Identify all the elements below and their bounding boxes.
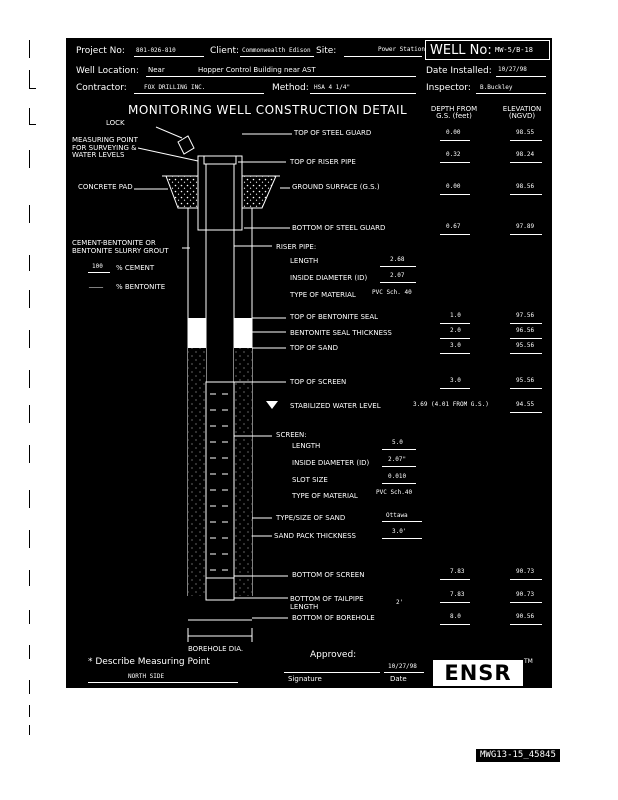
row-elevation: 95.56: [516, 377, 535, 384]
row-label: BOTTOM OF BOREHOLE: [292, 614, 375, 622]
row-elevation: 90.73: [516, 591, 535, 598]
contractor-label: Contractor:: [76, 83, 127, 93]
well-screen: [206, 382, 234, 578]
measuring-point-label: MEASURING POINT FOR SURVEYING & WATER LEVELS: [72, 136, 138, 160]
riser-length-value: 2.68: [390, 256, 405, 263]
margin-mark: [29, 70, 30, 88]
slot-size-value: 0.010: [388, 473, 407, 480]
contractor-value: FOX DRILLING INC.: [144, 84, 206, 91]
screen-length-value: 5.0: [392, 439, 403, 446]
margin-mark: [29, 370, 30, 388]
approval-date-value: 10/27/98: [388, 663, 417, 670]
concrete-pad-left: [166, 176, 198, 208]
form-title: MONITORING WELL CONSTRUCTION DETAIL: [128, 103, 408, 117]
tailpipe-length-label: LENGTH: [290, 603, 319, 611]
concrete-pad-right: [242, 176, 276, 208]
bentonite-seal-left: [188, 318, 206, 348]
sand-type-value: Ottawa: [386, 512, 408, 519]
grout-label: CEMENT-BENTONITE OR BENTONITE SLURRY GROUT: [72, 239, 169, 255]
underline: [240, 56, 314, 57]
row-elevation: 96.56: [516, 327, 535, 334]
margin-mark: [29, 255, 30, 271]
row-label: BOTTOM OF STEEL GUARD: [292, 224, 386, 232]
location-value-2: Hopper Control Building near AST: [198, 66, 316, 74]
row-depth: 1.0: [450, 312, 461, 319]
row-depth: 3.0: [450, 342, 461, 349]
margin-mark: [29, 610, 30, 624]
margin-mark: [29, 705, 30, 717]
bentonite-label: % BENTONITE: [116, 283, 166, 291]
underline: [134, 56, 204, 57]
margin-mark: [29, 490, 30, 508]
row-elevation: 98.55: [516, 129, 535, 136]
row-label: BOTTOM OF TAILPIPE: [290, 595, 364, 603]
margin-mark: [29, 108, 30, 124]
client-label: Client:: [210, 46, 240, 56]
margin-mark: [29, 150, 30, 168]
riser-length-label: LENGTH: [290, 257, 319, 265]
margin-mark: [29, 725, 30, 735]
tailpipe: [206, 578, 234, 600]
row-depth: 3.69 (4.01 FROM G.S.): [413, 401, 489, 408]
margin-mark: [29, 405, 30, 423]
client-value: Commonwealth Edison: [242, 47, 311, 54]
margin-mark: [29, 570, 30, 586]
row-depth: 7.83: [450, 568, 465, 575]
lock-icon: [178, 136, 194, 154]
project-value: 801-026-810: [136, 47, 176, 54]
location-value-1: Near: [148, 66, 165, 74]
approved-label: Approved:: [310, 650, 357, 660]
slot-size-label: SLOT SIZE: [292, 476, 328, 484]
margin-mark: [29, 680, 30, 694]
margin-mark: [29, 330, 30, 348]
row-label: TOP OF STEEL GUARD: [294, 129, 372, 137]
method-label: Method:: [272, 83, 309, 93]
screen-length-label: LENGTH: [292, 442, 321, 450]
describe-measuring-point: * Describe Measuring Point: [88, 657, 210, 667]
screen-heading: SCREEN:: [276, 431, 307, 439]
lock-label: LOCK: [106, 119, 125, 127]
row-elevation: 97.89: [516, 223, 535, 230]
well-label: WELL No:: [430, 43, 492, 58]
row-depth: 2.0: [450, 327, 461, 334]
sand-thickness-value: 3.0': [392, 528, 407, 535]
project-label: Project No:: [76, 46, 125, 56]
date-installed-label: Date Installed:: [426, 66, 492, 76]
underline: [134, 93, 264, 94]
cement-label: % CEMENT: [116, 264, 155, 272]
tailpipe-length-value: 2': [396, 599, 404, 606]
screen-material-value: PVC Sch.40: [376, 489, 413, 496]
sand-thickness-label: SAND PACK THICKNESS: [274, 532, 356, 540]
row-depth: 0.00: [446, 183, 461, 190]
inspector-label: Inspector:: [426, 83, 471, 93]
row-label: TOP OF BENTONITE SEAL: [290, 313, 379, 321]
screen-material-label: TYPE OF MATERIAL: [292, 492, 358, 500]
riser-heading: RISER PIPE:: [276, 243, 317, 251]
inspector-value: B.Buckley: [480, 84, 513, 91]
row-depth: 7.83: [450, 591, 465, 598]
underline: [88, 272, 110, 273]
row-label: GROUND SURFACE (G.S.): [292, 183, 380, 191]
margin-mark: [29, 88, 36, 89]
screen-id-value: 2.07": [388, 456, 407, 463]
date-installed-value: 10/27/98: [498, 66, 527, 73]
margin-mark: [29, 645, 30, 659]
underline: [344, 56, 422, 57]
well-value: MW-5/B-18: [495, 46, 533, 54]
riser-cap: [204, 156, 236, 164]
row-label: BOTTOM OF SCREEN: [292, 571, 365, 579]
row-elevation: 98.24: [516, 151, 535, 158]
riser-id-label: INSIDE DIAMETER (ID): [290, 274, 368, 282]
margin-mark: [29, 445, 30, 463]
underline: [146, 76, 416, 77]
signature-label: Signature: [288, 675, 322, 683]
margin-mark: [29, 124, 36, 125]
bentonite-percent-blank: ____: [89, 280, 103, 288]
water-level-icon: [266, 401, 278, 409]
row-elevation: 97.56: [516, 312, 535, 319]
row-elevation: 95.56: [516, 342, 535, 349]
depth-column-header: DEPTH FROM G.S. (feet): [430, 105, 478, 120]
riser-material-value: PVC Sch. 40: [372, 289, 412, 296]
row-depth: 0.32: [446, 151, 461, 158]
concrete-pad-label: CONCRETE PAD: [78, 183, 133, 191]
bentonite-seal-right: [234, 318, 252, 348]
row-depth: 0.67: [446, 223, 461, 230]
row-elevation: 98.56: [516, 183, 535, 190]
row-depth: 3.0: [450, 377, 461, 384]
date-label: Date: [390, 675, 407, 683]
sand-type-label: TYPE/SIZE OF SAND: [276, 514, 346, 522]
document-id: MWG13-15_45845: [476, 749, 560, 762]
row-label: TOP OF SAND: [290, 344, 338, 352]
row-elevation: 90.73: [516, 568, 535, 575]
elevation-column-header: ELEVATION (NGVD): [502, 105, 542, 120]
site-value: Power Station: [378, 46, 425, 53]
margin-mark: [29, 290, 30, 308]
location-label: Well Location:: [76, 66, 139, 76]
margin-mark: [29, 530, 30, 548]
underline: [476, 93, 546, 94]
riser-id-value: 2.07: [390, 272, 405, 279]
screen-id-label: INSIDE DIAMETER (ID): [292, 459, 370, 467]
underline: [310, 93, 416, 94]
row-elevation: 94.55: [516, 401, 535, 408]
riser-material-label: TYPE OF MATERIAL: [290, 291, 356, 299]
margin-mark: [29, 205, 30, 223]
ensr-logo: ENSR: [433, 660, 523, 686]
method-value: HSA 4 1/4": [314, 84, 351, 91]
row-label: STABILIZED WATER LEVEL: [290, 402, 381, 410]
measuring-point-value: NORTH SIDE: [128, 673, 165, 680]
row-depth: 0.00: [446, 129, 461, 136]
row-label: TOP OF SCREEN: [290, 378, 347, 386]
underline: [496, 76, 546, 77]
row-elevation: 90.56: [516, 613, 535, 620]
site-label: Site:: [316, 46, 337, 56]
cement-percent-value: 100: [92, 263, 103, 270]
row-label: TOP OF RISER PIPE: [290, 158, 356, 166]
steel-guard: [198, 156, 242, 230]
row-label: BENTONITE SEAL THICKNESS: [290, 329, 392, 337]
margin-mark: [29, 40, 30, 58]
borehole-dia-label: BOREHOLE DIA.: [188, 645, 244, 653]
trademark-mark: TM: [524, 658, 533, 665]
row-depth: 8.0: [450, 613, 461, 620]
